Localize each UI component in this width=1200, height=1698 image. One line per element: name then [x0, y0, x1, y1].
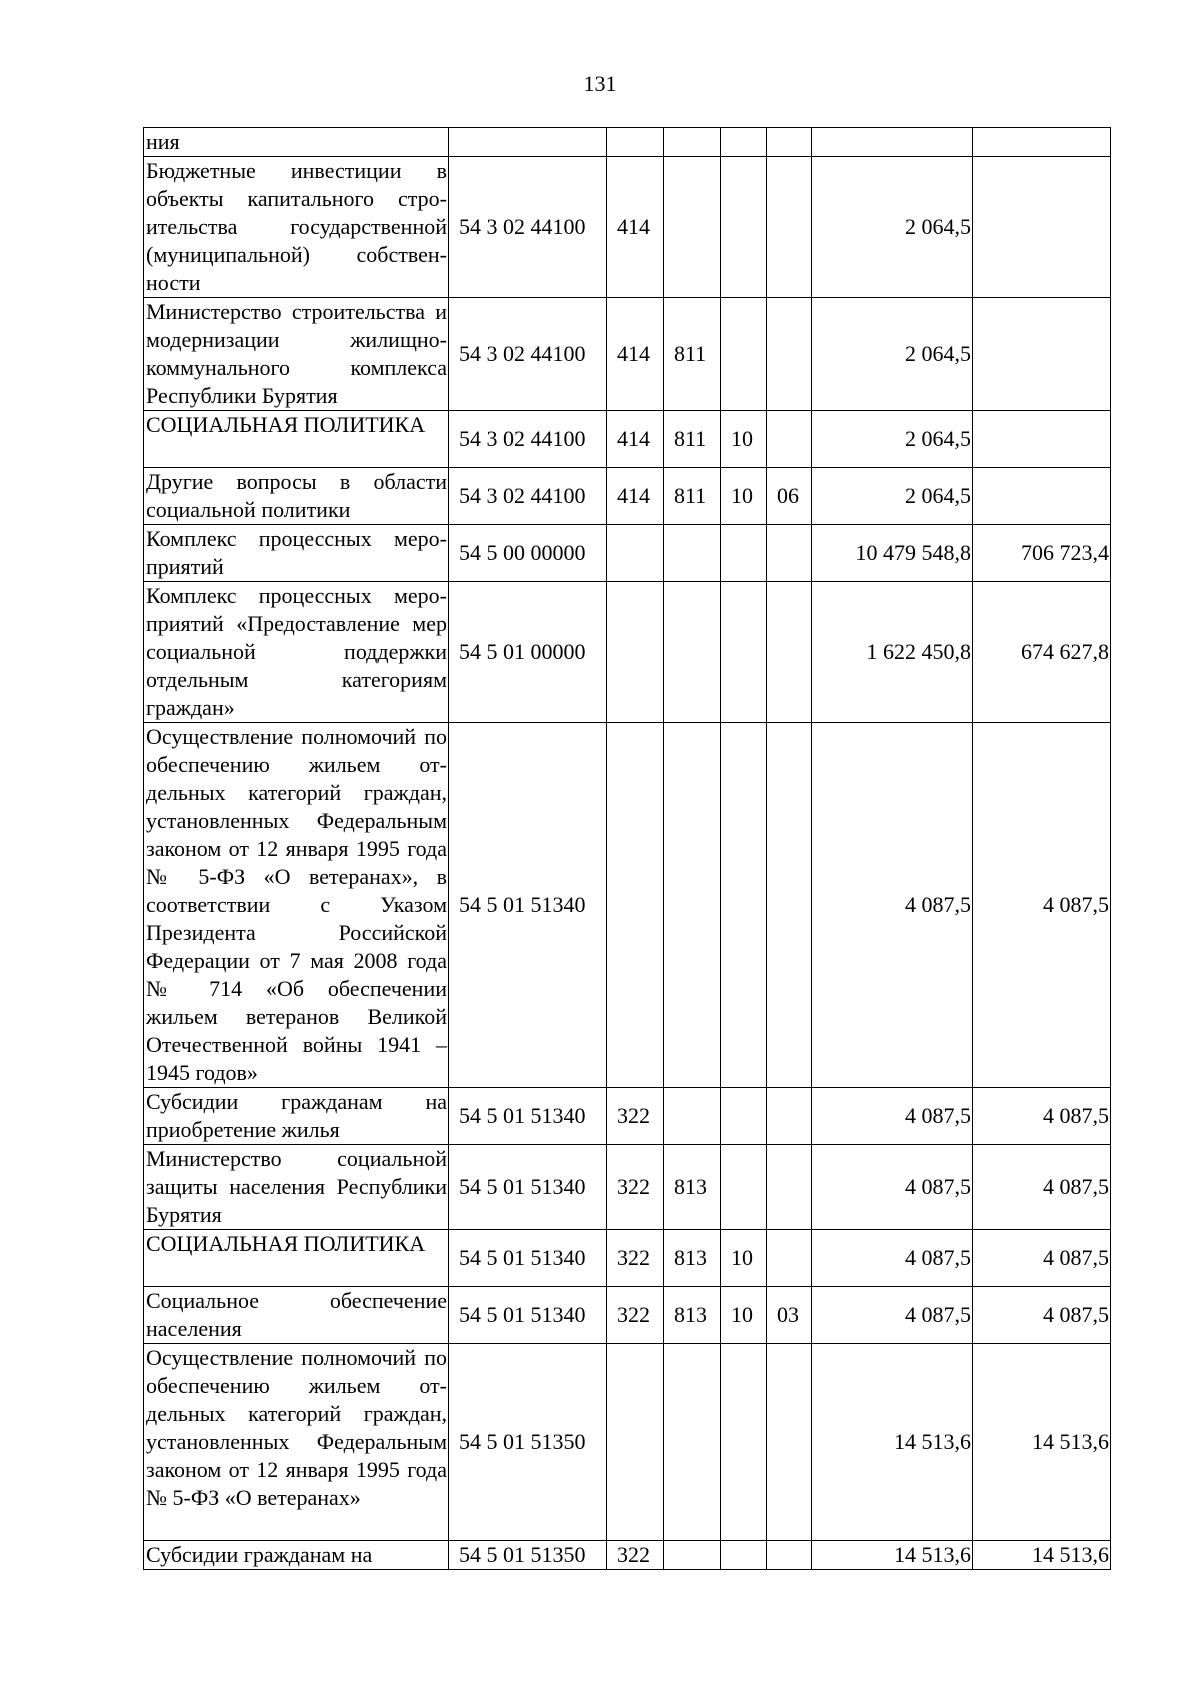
cell-ministry-code — [664, 157, 721, 298]
cell-subsection — [767, 1230, 812, 1287]
table-row — [144, 128, 1111, 157]
cell-amount-total — [812, 128, 973, 157]
cell-target-article: 54 5 01 00000 — [449, 582, 607, 723]
cell-target-article: 54 5 00 00000 — [449, 525, 607, 582]
cell-subsection — [767, 298, 812, 411]
cell-expense-type: 322 — [607, 1230, 664, 1287]
cell-name: СОЦИАЛЬНАЯ ПОЛИТИКА — [144, 1230, 449, 1287]
cell-name: Осуществление полномочий по обеспечению жильем отдельных категорий граждан, установленных Федеральным законом от 12 января 1995 года № 5-ФЗ «О ветеранах», в соответствии с Указом Президента Российской Федерации от 7 мая 2008 года № 714 «Об обеспечении жильем ветеранов Великой Отечественной войны 1941 – 1945 годов» — [144, 723, 449, 1088]
cell-amount-federal: 4 087,5 — [973, 1287, 1111, 1344]
cell-name: Субсидии гражданам на — [144, 1541, 449, 1570]
cell-expense-type: 322 — [607, 1088, 664, 1145]
cell-name: Социальное обеспечение населения — [144, 1287, 449, 1344]
cell-amount-total: 1 622 450,8 — [812, 582, 973, 723]
table-row — [144, 582, 1111, 723]
cell-name: ния — [144, 128, 449, 157]
cell-ministry-code — [664, 582, 721, 723]
cell-subsection — [767, 723, 812, 1088]
cell-amount-total: 14 513,6 — [812, 1541, 973, 1570]
table-row — [144, 723, 1111, 1088]
table-row — [144, 1145, 1111, 1230]
cell-subsection — [767, 411, 812, 468]
cell-amount-federal — [973, 411, 1111, 468]
cell-section — [721, 582, 767, 723]
cell-amount-federal: 4 087,5 — [973, 1088, 1111, 1145]
cell-amount-federal: 14 513,6 — [973, 1541, 1111, 1570]
cell-target-article: 54 5 01 51340 — [449, 1145, 607, 1230]
cell-expense-type: 414 — [607, 298, 664, 411]
cell-subsection: 03 — [767, 1287, 812, 1344]
cell-amount-total: 4 087,5 — [812, 1145, 973, 1230]
cell-target-article: 54 5 01 51340 — [449, 723, 607, 1088]
cell-expense-type: 322 — [607, 1541, 664, 1570]
table-row — [144, 468, 1111, 525]
cell-ministry-code — [664, 1541, 721, 1570]
cell-expense-type: 414 — [607, 468, 664, 525]
cell-subsection: 06 — [767, 468, 812, 525]
cell-section — [721, 1088, 767, 1145]
table-row — [144, 1287, 1111, 1344]
cell-name: СОЦИАЛЬНАЯ ПОЛИТИКА — [144, 411, 449, 468]
cell-name: Бюджетные инвестиции в объекты капитального строительства государственной (муниципальной) собственности — [144, 157, 449, 298]
table-row — [144, 525, 1111, 582]
cell-expense-type — [607, 723, 664, 1088]
cell-section — [721, 157, 767, 298]
cell-name: Комплекс процессных мероприятий — [144, 525, 449, 582]
cell-amount-total: 2 064,5 — [812, 157, 973, 298]
cell-ministry-code: 811 — [664, 468, 721, 525]
cell-ministry-code — [664, 128, 721, 157]
cell-subsection — [767, 1344, 812, 1541]
cell-target-article: 54 5 01 51350 — [449, 1541, 607, 1570]
cell-subsection — [767, 157, 812, 298]
cell-target-article: 54 3 02 44100 — [449, 157, 607, 298]
cell-name: Комплекс процессных мероприятий «Предоставление мер социальной поддержки отдельным категориям граждан» — [144, 582, 449, 723]
cell-amount-federal: 4 087,5 — [973, 1230, 1111, 1287]
cell-section — [721, 128, 767, 157]
cell-amount-total: 4 087,5 — [812, 723, 973, 1088]
cell-section — [721, 525, 767, 582]
cell-target-article: 54 5 01 51340 — [449, 1230, 607, 1287]
table-row — [144, 1541, 1111, 1570]
cell-amount-federal: 706 723,4 — [973, 525, 1111, 582]
cell-expense-type — [607, 525, 664, 582]
cell-ministry-code: 813 — [664, 1145, 721, 1230]
table-row — [144, 1344, 1111, 1541]
cell-expense-type: 322 — [607, 1287, 664, 1344]
cell-target-article — [449, 128, 607, 157]
cell-name: Министерство социальной защиты населения Республики Бурятия — [144, 1145, 449, 1230]
table-row — [144, 157, 1111, 298]
budget-table — [143, 127, 1111, 1570]
cell-name: Министерство строительства и модернизации жилищно-коммунального комплекса Республики Бурятия — [144, 298, 449, 411]
cell-subsection — [767, 525, 812, 582]
cell-ministry-code: 813 — [664, 1287, 721, 1344]
cell-subsection — [767, 1541, 812, 1570]
cell-section — [721, 1344, 767, 1541]
cell-amount-federal — [973, 468, 1111, 525]
cell-target-article: 54 3 02 44100 — [449, 468, 607, 525]
cell-amount-federal — [973, 157, 1111, 298]
cell-amount-federal — [973, 128, 1111, 157]
cell-amount-total: 4 087,5 — [812, 1088, 973, 1145]
cell-ministry-code — [664, 723, 721, 1088]
cell-section: 10 — [721, 411, 767, 468]
cell-expense-type — [607, 128, 664, 157]
cell-section: 10 — [721, 1287, 767, 1344]
cell-target-article: 54 3 02 44100 — [449, 411, 607, 468]
cell-amount-total: 2 064,5 — [812, 411, 973, 468]
cell-expense-type: 414 — [607, 411, 664, 468]
cell-section — [721, 1541, 767, 1570]
cell-target-article: 54 5 01 51350 — [449, 1344, 607, 1541]
table-row — [144, 298, 1111, 411]
cell-expense-type — [607, 1344, 664, 1541]
table-row — [144, 1230, 1111, 1287]
cell-amount-total: 4 087,5 — [812, 1287, 973, 1344]
cell-amount-federal — [973, 298, 1111, 411]
cell-amount-total: 4 087,5 — [812, 1230, 973, 1287]
cell-subsection — [767, 1145, 812, 1230]
cell-ministry-code — [664, 525, 721, 582]
cell-ministry-code: 811 — [664, 298, 721, 411]
cell-amount-total: 2 064,5 — [812, 468, 973, 525]
cell-target-article: 54 5 01 51340 — [449, 1287, 607, 1344]
cell-ministry-code: 811 — [664, 411, 721, 468]
table-row — [144, 1088, 1111, 1145]
cell-ministry-code — [664, 1344, 721, 1541]
cell-target-article: 54 3 02 44100 — [449, 298, 607, 411]
cell-amount-total: 2 064,5 — [812, 298, 973, 411]
cell-amount-federal: 4 087,5 — [973, 723, 1111, 1088]
table-row — [144, 411, 1111, 468]
cell-subsection — [767, 128, 812, 157]
table-body — [144, 128, 1111, 1570]
cell-ministry-code: 813 — [664, 1230, 721, 1287]
cell-target-article: 54 5 01 51340 — [449, 1088, 607, 1145]
cell-section: 10 — [721, 1230, 767, 1287]
cell-ministry-code — [664, 1088, 721, 1145]
cell-subsection — [767, 582, 812, 723]
cell-subsection — [767, 1088, 812, 1145]
cell-expense-type: 322 — [607, 1145, 664, 1230]
cell-amount-federal: 4 087,5 — [973, 1145, 1111, 1230]
cell-amount-total: 10 479 548,8 — [812, 525, 973, 582]
cell-amount-federal: 14 513,6 — [973, 1344, 1111, 1541]
cell-section: 10 — [721, 468, 767, 525]
cell-section — [721, 298, 767, 411]
cell-section — [721, 1145, 767, 1230]
cell-amount-total: 14 513,6 — [812, 1344, 973, 1541]
cell-expense-type — [607, 582, 664, 723]
cell-section — [721, 723, 767, 1088]
page-number: 131 — [583, 71, 617, 96]
cell-amount-federal: 674 627,8 — [973, 582, 1111, 723]
cell-name: Другие вопросы в области социальной политики — [144, 468, 449, 525]
cell-name: Осуществление полномочий по обеспечению жильем отдельных категорий граждан, установленных Федеральным законом от 12 января 1995 года № 5-ФЗ «О ветеранах» — [144, 1344, 449, 1541]
cell-expense-type: 414 — [607, 157, 664, 298]
cell-name: Субсидии гражданам на приобретение жилья — [144, 1088, 449, 1145]
